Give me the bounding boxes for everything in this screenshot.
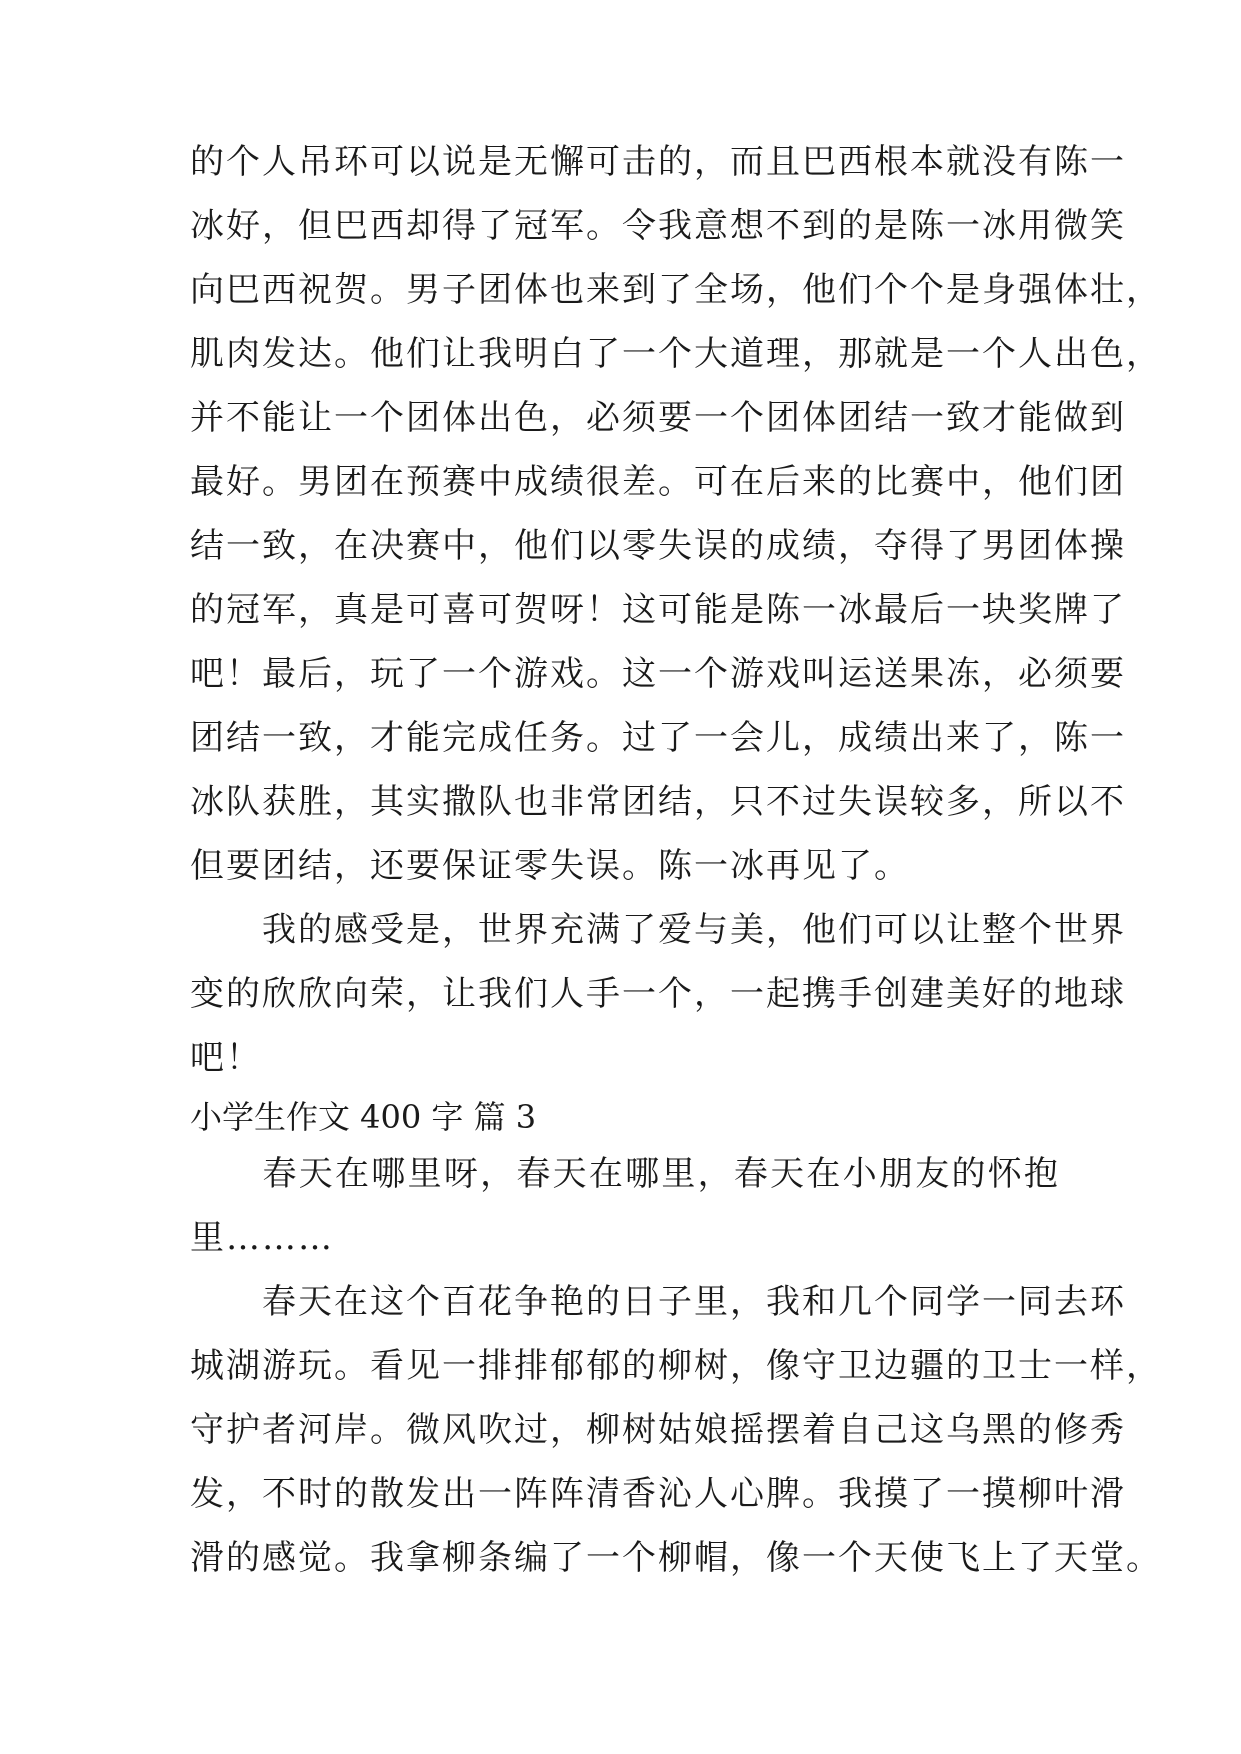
text-line: 春天在这个百花争艳的日子里，我和几个同学一同去环 [190,1282,1126,1322]
text-line: 结一致，在决赛中，他们以零失误的成绩，夺得了男团体操 [190,526,1126,566]
paragraph-spring-lake [190,1270,1162,1590]
paragraph-feelings [190,898,1126,1090]
paragraph-gymnastics [190,130,1162,898]
text-line: 最好。男团在预赛中成绩很差。可在后来的比赛中，他们团 [190,462,1126,502]
text-line: 并不能让一个团体出色，必须要一个团体团结一致才能做到 [190,398,1126,438]
text-line: 的冠军，真是可喜可贺呀！这可能是陈一冰最后一块奖牌了 [190,590,1126,630]
text-line: 冰好，但巴西却得了冠军。令我意想不到的是陈一冰用微笑 [190,206,1126,246]
text-line: 吧！ [190,1038,262,1078]
text-line: 守护者河岸。微风吹过，柳树姑娘摇摆着自己这乌黑的修秀 [190,1410,1126,1450]
essay-heading: 小学生作文 400 字 篇 3 [190,1098,537,1136]
text-line: 冰队获胜，其实撒队也非常团结，只不过失误较多，所以不 [190,782,1126,822]
text-line: 城湖游玩。看见一排排郁郁的柳树，像守卫边疆的卫士一样， [190,1346,1162,1386]
text-line: 但要团结，还要保证零失误。陈一冰再见了。 [190,846,910,886]
text-line: 团结一致，才能完成任务。过了一会儿，成绩出来了，陈一 [190,718,1126,758]
text-line: 变的欣欣向荣，让我们人手一个，一起携手创建美好的地球 [190,974,1126,1014]
text-line: 滑的感觉。我拿柳条编了一个柳帽，像一个天使飞上了天堂。 [190,1538,1162,1578]
text-line: 我的感受是，世界充满了爱与美，他们可以让整个世界 [190,910,1126,950]
paragraph-spring-song [190,1142,1060,1270]
text-line: 向巴西祝贺。男子团体也来到了全场，他们个个是身强体壮， [190,270,1162,310]
text-line: 发，不时的散发出一阵阵清香沁人心脾。我摸了一摸柳叶滑 [190,1474,1126,1514]
text-line: 吧！最后，玩了一个游戏。这一个游戏叫运送果冻，必须要 [190,654,1126,694]
text-line: 的个人吊环可以说是无懈可击的，而且巴西根本就没有陈一 [190,142,1126,182]
text-line: 肌肉发达。他们让我明白了一个大道理，那就是一个人出色， [190,334,1162,374]
text-line: 里……… [190,1218,334,1258]
text-line: 春天在哪里呀，春天在哪里，春天在小朋友的怀抱 [190,1154,1060,1194]
